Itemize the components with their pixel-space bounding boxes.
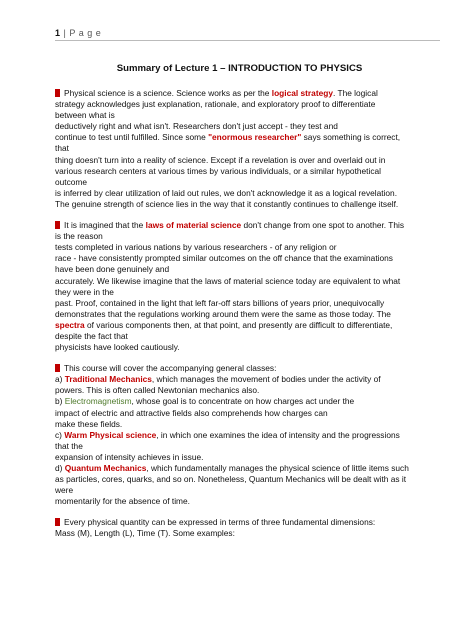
highlight: spectra bbox=[55, 319, 85, 330]
text-line: various research centers at various times by various individuals, or a similar hypothetical bbox=[55, 165, 382, 176]
text: It is imagined that the bbox=[64, 220, 146, 231]
text: , which fundamentally manages the physical science of little items such bbox=[146, 463, 409, 473]
text-line: accurately. We likewise imagine that the laws of material science today are equivalent to what bbox=[55, 275, 401, 286]
highlight: laws of material science bbox=[145, 220, 242, 231]
text-line: The genuine strength of science lies in the way that it constantly continues to challenge itself. bbox=[55, 198, 399, 209]
highlight: Electromagnetism bbox=[64, 396, 132, 407]
text-line: strategy acknowledges just explanation, rationale, and exploratory proof to differentiate bbox=[55, 99, 376, 110]
text-line: is inferred by clear utilization of laid out rules, we don't acknowledge it as a logical revelation. bbox=[55, 187, 398, 198]
section-3 bbox=[55, 363, 434, 507]
text: Physical science is a science. Science works as per the bbox=[64, 88, 272, 98]
text-line: outcome bbox=[55, 176, 88, 187]
bullet-marker bbox=[55, 221, 60, 229]
text-line: race - have consistently prompted similar outcomes on the off chance that the examinations bbox=[55, 253, 393, 264]
text-line: make these fields. bbox=[55, 418, 123, 429]
text: don't change from one spot to another. This bbox=[241, 220, 405, 231]
text: , in which one examines the idea of intensity and the progressions bbox=[156, 429, 400, 440]
text-line: momentarily for the absence of time. bbox=[55, 496, 190, 507]
text-line: between what is bbox=[55, 110, 115, 121]
list-marker: c) bbox=[55, 429, 65, 440]
highlight: Traditional Mechanics bbox=[64, 374, 152, 385]
text-line: they were in the bbox=[55, 286, 114, 297]
text-line: Mass (M), Length (L), Time (T). Some examples: bbox=[55, 528, 235, 539]
text-line: powers. This is often called Newtonian mechanics also. bbox=[55, 385, 260, 396]
text-line: that bbox=[55, 143, 69, 154]
list-marker: d) bbox=[55, 463, 65, 473]
bullet-marker bbox=[55, 518, 60, 526]
text-line: that the bbox=[55, 440, 83, 451]
section-2 bbox=[55, 220, 434, 353]
text: of various components then, at that point, and presently are difficult to differentiate, bbox=[84, 319, 393, 330]
page-label: P a g e bbox=[69, 28, 102, 38]
highlight: logical strategy bbox=[271, 88, 333, 98]
text-line: past. Proof, contained in the light that left far-off stars billions of years prior, unequivocally bbox=[55, 297, 385, 308]
text-line: impact of electric and attractive fields also comprehends how charges can bbox=[55, 407, 328, 418]
text-line: tests completed in various nations by various researchers - of any religion or bbox=[55, 242, 337, 253]
text-line: deductively right and what isn't. Researchers don't just accept - they test and bbox=[55, 121, 338, 132]
list-marker: a) bbox=[55, 374, 65, 385]
text-line: were bbox=[55, 485, 74, 496]
page-title: Summary of Lecture 1 – INTRODUCTION TO PHYSICS bbox=[116, 63, 363, 74]
bullet-marker bbox=[55, 89, 60, 97]
text-line: thing doesn't turn into a reality of science. Except if a revelation is over and overlaid out in bbox=[55, 154, 386, 165]
list-marker: b) bbox=[55, 396, 65, 407]
text: continue to test until fulfilled. Since some bbox=[55, 132, 209, 143]
highlight: "enormous researcher" bbox=[208, 132, 302, 143]
text: says something is correct, bbox=[301, 132, 401, 143]
text: This course will cover the accompanying general classes: bbox=[64, 363, 277, 374]
text-line: demonstrates that the regulations working around them were the same as those today. The bbox=[55, 308, 391, 319]
bullet-marker bbox=[55, 364, 60, 372]
text-line: as particles, cores, quarks, and so on. Nonetheless, Quantum Mechanics will be dealt with as it bbox=[55, 474, 407, 485]
text-line: expansion of intensity achieves in issue. bbox=[55, 451, 204, 462]
section-4 bbox=[55, 517, 434, 539]
text: Every physical quantity can be expressed in terms of three fundamental dimensions: bbox=[64, 517, 376, 528]
section-1 bbox=[55, 88, 434, 210]
text-line: have been done genuinely and bbox=[55, 264, 170, 275]
text: , whose goal is to concentrate on how charges act under the bbox=[131, 396, 355, 407]
text: , which manages the movement of bodies under the activity of bbox=[151, 374, 381, 385]
page-number: 1 bbox=[55, 28, 61, 38]
text: . The logical bbox=[332, 88, 378, 98]
text-line: despite the fact that bbox=[55, 330, 128, 341]
highlight: Quantum Mechanics bbox=[64, 463, 147, 473]
highlight: Warm Physical science bbox=[64, 429, 157, 440]
page-header bbox=[55, 28, 440, 41]
text-line: is the reason bbox=[55, 231, 103, 242]
header-separator: | bbox=[60, 28, 70, 38]
text-line: physicists have looked cautiously. bbox=[55, 342, 180, 353]
